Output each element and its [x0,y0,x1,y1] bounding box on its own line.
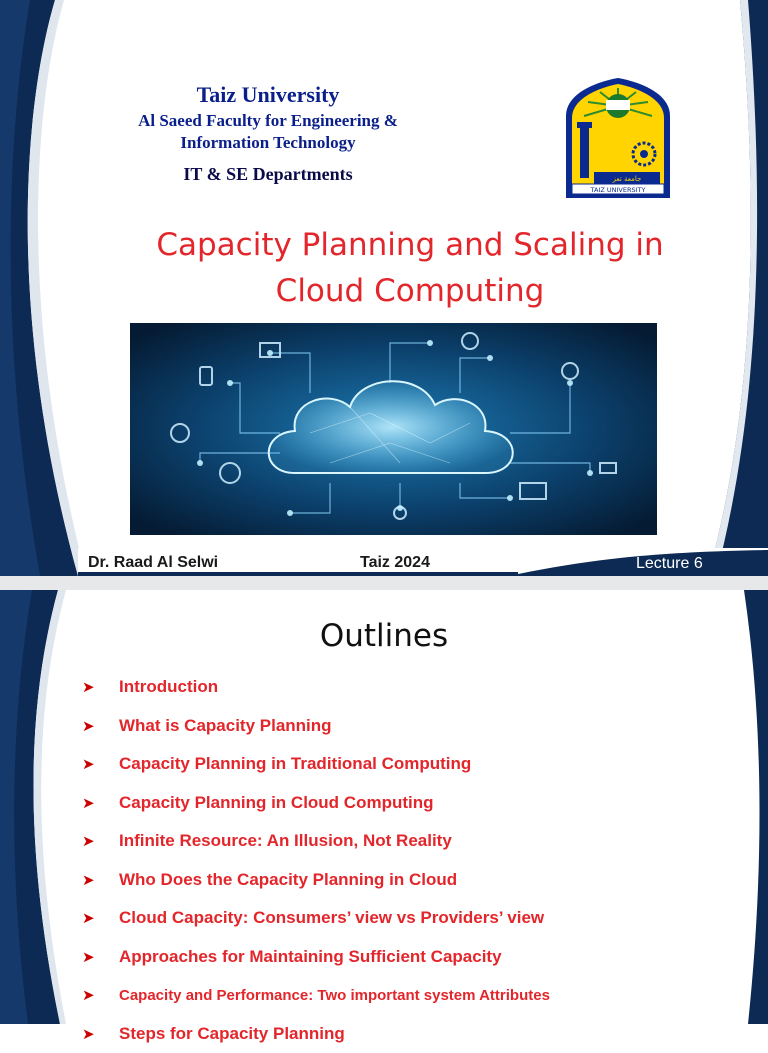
slide-separator [0,576,768,590]
outline-list [82,668,722,1053]
arrow-bullet-icon: ➤ [82,909,119,927]
outline-item-text: Capacity and Performance: Two important system Attributes [119,987,550,1004]
arrow-bullet-icon: ➤ [82,794,119,812]
outline-item-text: Capacity Planning in Traditional Computing [119,754,471,774]
svg-text:جامعة تعز: جامعة تعز [612,175,642,183]
list-item [82,861,722,900]
outline-item-text: Approaches for Maintaining Sufficient Capacity [119,947,502,967]
list-item [82,976,722,1015]
place-year: Taiz 2024 [360,554,430,572]
university-name: Taiz University [108,82,428,108]
lecture-title [90,222,730,314]
outline-item-text: Capacity Planning in Cloud Computing [119,793,434,813]
lecture-title-line-2: Cloud Computing [90,268,730,314]
left-swoosh-decoration [0,0,90,576]
arrow-bullet-icon: ➤ [82,1025,119,1043]
outline-item-text: Cloud Capacity: Consumers’ view vs Providers’ view [119,908,544,928]
list-item [82,668,722,707]
arrow-bullet-icon: ➤ [82,948,119,966]
list-item [82,899,722,938]
lecture-title-line-1: Capacity Planning and Scaling in [90,222,730,268]
outline-item-text: Infinite Resource: An Illusion, Not Reality [119,831,452,851]
left-swoosh-decoration [0,590,90,1024]
lecture-number: Lecture 6 [636,555,703,573]
outline-title: Outlines [0,618,768,654]
faculty-line-2: Information Technology [108,132,428,154]
arrow-bullet-icon: ➤ [82,832,119,850]
faculty-line-1: Al Saeed Faculty for Engineering & [108,110,428,132]
outline-item-text: Who Does the Capacity Planning in Cloud [119,870,457,890]
outline-item-text: Steps for Capacity Planning [119,1024,345,1044]
arrow-bullet-icon: ➤ [82,678,119,696]
arrow-bullet-icon: ➤ [82,755,119,773]
list-item [82,1015,722,1053]
faculty-name [108,110,428,154]
arrow-bullet-icon: ➤ [82,871,119,889]
logo-caption: TAIZ UNIVERSITY [590,186,646,194]
arrow-bullet-icon: ➤ [82,986,119,1004]
outline-item-text: Introduction [119,677,218,697]
outline-slide [0,590,768,1024]
list-item [82,822,722,861]
list-item [82,707,722,746]
author-name: Dr. Raad Al Selwi [88,554,218,572]
departments-name: IT & SE Departments [108,164,428,185]
university-logo [560,76,676,200]
list-item [82,745,722,784]
list-item [82,938,722,977]
arrow-bullet-icon: ➤ [82,717,119,735]
outline-item-text: What is Capacity Planning [119,716,332,736]
list-item [82,784,722,823]
cloud-network-illustration [130,323,657,535]
